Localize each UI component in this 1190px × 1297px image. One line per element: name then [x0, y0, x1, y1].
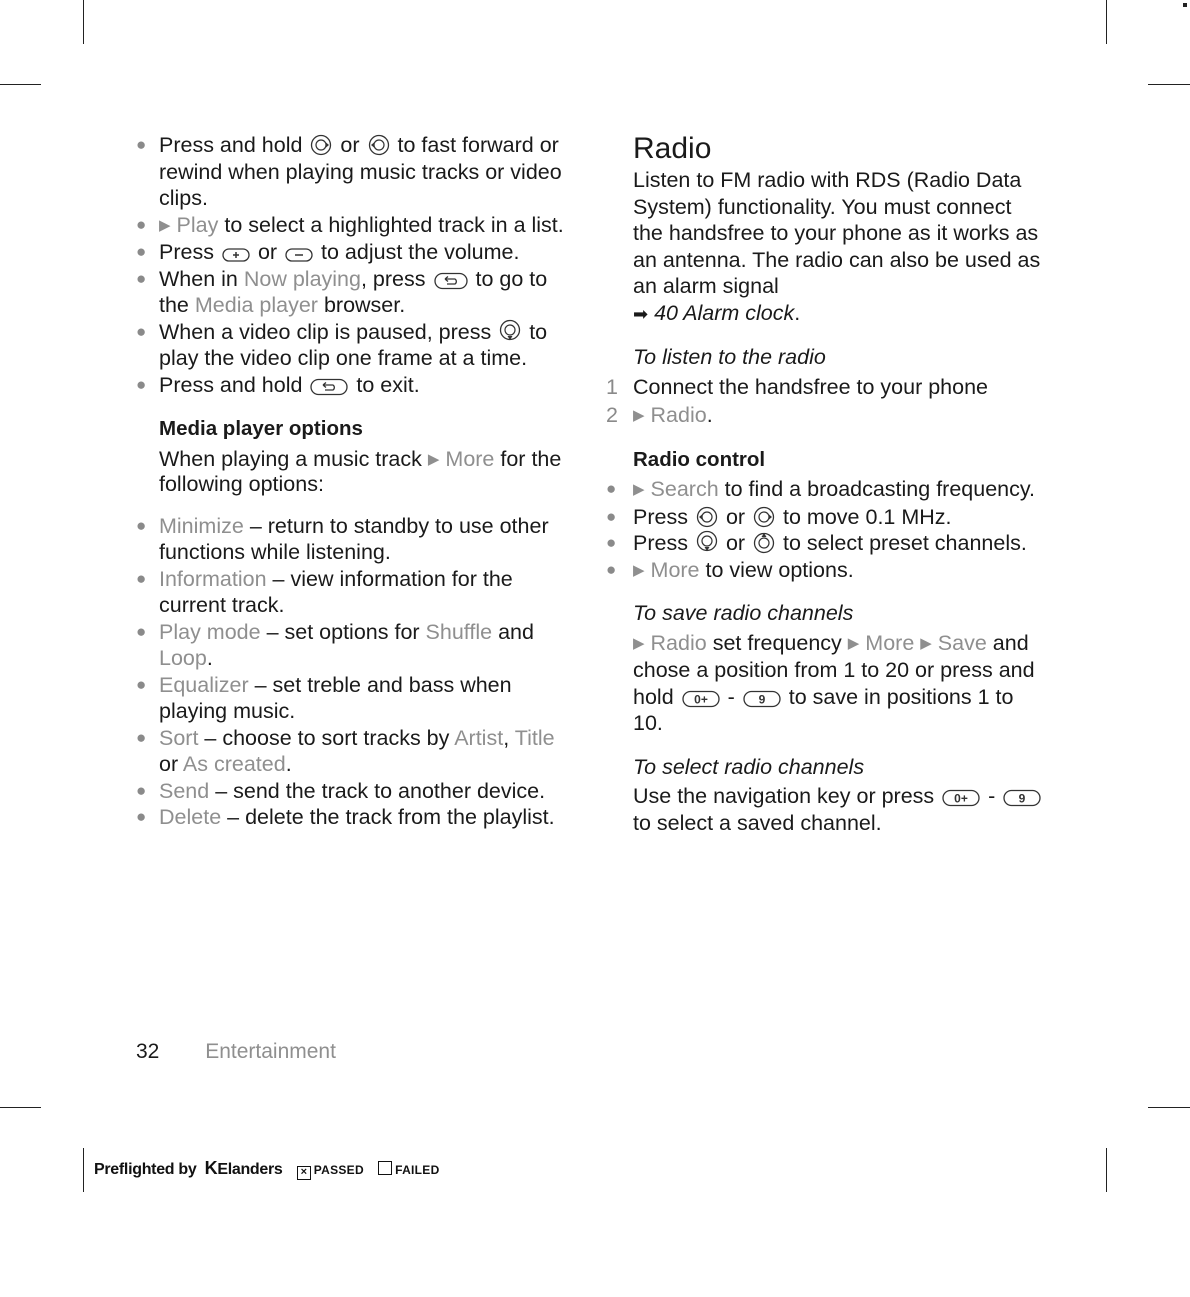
crop-mark — [1148, 1107, 1190, 1108]
media-player-options-section — [136, 416, 572, 497]
bullet-icon: ● — [136, 621, 147, 641]
bullet-icon: ● — [606, 479, 617, 498]
list-item: ● ▶ Play to select a highlighted track in a list. — [136, 212, 564, 237]
list-item: ● When in Now playing, press to go to the Media player browser. — [136, 266, 548, 317]
svg-text:0+: 0+ — [954, 791, 968, 806]
svg-text:9: 9 — [758, 692, 766, 706]
section-heading: To listen to the radio — [633, 345, 826, 369]
volume-down-key-icon — [285, 247, 313, 263]
bullet-icon: ● — [136, 780, 147, 800]
key-0-icon — [942, 789, 980, 807]
arrow-icon: ▶ — [633, 561, 645, 579]
back-key-icon — [434, 272, 468, 290]
crop-mark — [83, 0, 84, 44]
list-item: ● Send – send the track to another device. — [136, 778, 546, 803]
save-channels-section — [606, 600, 1046, 836]
list-item: ● Delete – delete the track from the playlist. — [136, 805, 555, 829]
list-item: ● Press and hold or to fast forward or rewind when playing music tracks or video clips. — [136, 133, 562, 210]
bullet-icon: ● — [606, 506, 617, 526]
page-title: Radio — [633, 132, 712, 165]
crop-mark — [1148, 84, 1190, 85]
crop-mark — [1106, 0, 1107, 44]
bullet-icon: ● — [136, 135, 147, 154]
arrow-icon: ▶ — [633, 407, 645, 424]
list-item: ● Press and hold to exit. — [136, 372, 420, 397]
section-heading: To select radio channels — [633, 754, 865, 779]
reference-arrow-icon: ➡ — [633, 303, 649, 324]
key-0-icon — [682, 690, 720, 708]
list-item: ● Equalizer – set treble and bass when playing music. — [136, 672, 512, 723]
checkbox-checked-icon: × — [297, 1166, 311, 1180]
crop-mark — [1106, 1148, 1107, 1192]
key-9-icon — [1003, 789, 1041, 807]
section-name: Entertainment — [205, 1040, 336, 1063]
list-item: ● Sort – choose to sort tracks by Artist, Title or As created. — [136, 725, 555, 776]
list-item: ● Press or to select preset channels. — [606, 531, 1027, 555]
list-item: ● Information – view information for the current track. — [136, 566, 513, 617]
arrow-icon: ▶ — [920, 634, 932, 652]
bullet-icon: ● — [136, 268, 147, 288]
save-instructions: ▶ Radio set frequency ▶ More ▶ Save and chose a position from 1 to 20 or press and hold 0+ - 9 to save in positions 1 to 10. — [633, 630, 1035, 735]
radio-intro-section — [606, 132, 1046, 371]
list-item: ● When a video clip is paused, press to play the video clip one frame at a time. — [136, 319, 548, 370]
bullet-icon: ● — [136, 374, 147, 394]
section-heading: Radio control — [633, 447, 766, 471]
nav-key-right-icon — [310, 134, 332, 156]
radio-control-list — [606, 476, 1046, 584]
bullet-icon: ● — [136, 727, 147, 747]
back-key-icon — [310, 378, 348, 396]
nav-key-down-icon — [696, 530, 718, 554]
section-heading: To save radio channels — [633, 601, 854, 625]
options-list — [136, 513, 572, 831]
right-column — [606, 132, 1046, 836]
arrow-icon: ▶ — [427, 450, 440, 468]
nav-key-left-icon — [696, 506, 718, 528]
options-intro: When playing a music track ▶ More for the following options: — [159, 446, 562, 496]
select-instructions: Use the navigation key or press 0+ - 9 to select a saved channel. — [633, 783, 1046, 836]
list-item: ● Play mode – set options for Shuffle and Loop. — [136, 619, 534, 670]
radio-intro: Listen to FM radio with RDS (Radio Data System) functionality. You must connect the handsfree to your phone as it works as an antenna. The radio can also be used as an alarm signal ➡ 40 Alarm clock. — [633, 168, 1041, 325]
list-item: ● Press or to move 0.1 MHz. — [606, 504, 952, 529]
list-item: 2 ▶ Radio. — [606, 403, 713, 427]
section-heading: Media player options — [159, 417, 363, 440]
svg-text:9: 9 — [1018, 791, 1026, 806]
player-controls-list — [136, 132, 572, 398]
bullet-icon: ● — [136, 807, 147, 826]
arrow-icon: ▶ — [633, 481, 645, 498]
arrow-icon: ▶ — [633, 634, 645, 652]
nav-key-down-icon — [499, 319, 521, 343]
preflight-stamp: Preflighted by KElanders × PASSED FAILED — [94, 1158, 440, 1178]
crop-mark — [0, 1107, 41, 1108]
arrow-icon: ▶ — [159, 216, 171, 234]
checkbox-empty-icon — [378, 1161, 392, 1175]
arrow-icon: ▶ — [847, 634, 860, 652]
bullet-icon: ● — [136, 515, 147, 535]
left-column — [136, 132, 572, 831]
bullet-icon: ● — [606, 533, 617, 552]
list-item: ● Minimize – return to standby to use other functions while listening. — [136, 513, 549, 564]
page-number: 32 — [136, 1040, 160, 1063]
nav-key-right-icon — [753, 506, 775, 528]
key-9-icon — [743, 690, 781, 708]
elanders-logo-icon: K — [204, 1158, 218, 1178]
crop-mark — [0, 84, 41, 85]
bullet-icon: ● — [136, 321, 147, 341]
bullet-icon: ● — [136, 674, 147, 694]
list-item: 1 Connect the handsfree to your phone — [606, 374, 989, 399]
bullet-icon: ● — [606, 559, 617, 579]
crop-mark — [1183, 3, 1187, 7]
svg-text:0+: 0+ — [693, 692, 708, 706]
list-item: ● ▶ Search to find a broadcasting frequency. — [606, 477, 1035, 501]
crop-mark — [83, 1148, 84, 1192]
nav-key-left-icon — [368, 134, 390, 156]
list-item: ● Press or to adjust the volume. — [136, 240, 520, 264]
volume-up-key-icon — [222, 247, 250, 263]
bullet-icon: ● — [136, 242, 147, 261]
listen-steps — [606, 374, 1046, 430]
bullet-icon: ● — [136, 214, 147, 234]
bullet-icon: ● — [136, 568, 147, 588]
page-footer — [136, 1040, 336, 1064]
list-item: ● ▶ More to view options. — [606, 557, 854, 582]
nav-key-up-icon — [753, 530, 775, 554]
